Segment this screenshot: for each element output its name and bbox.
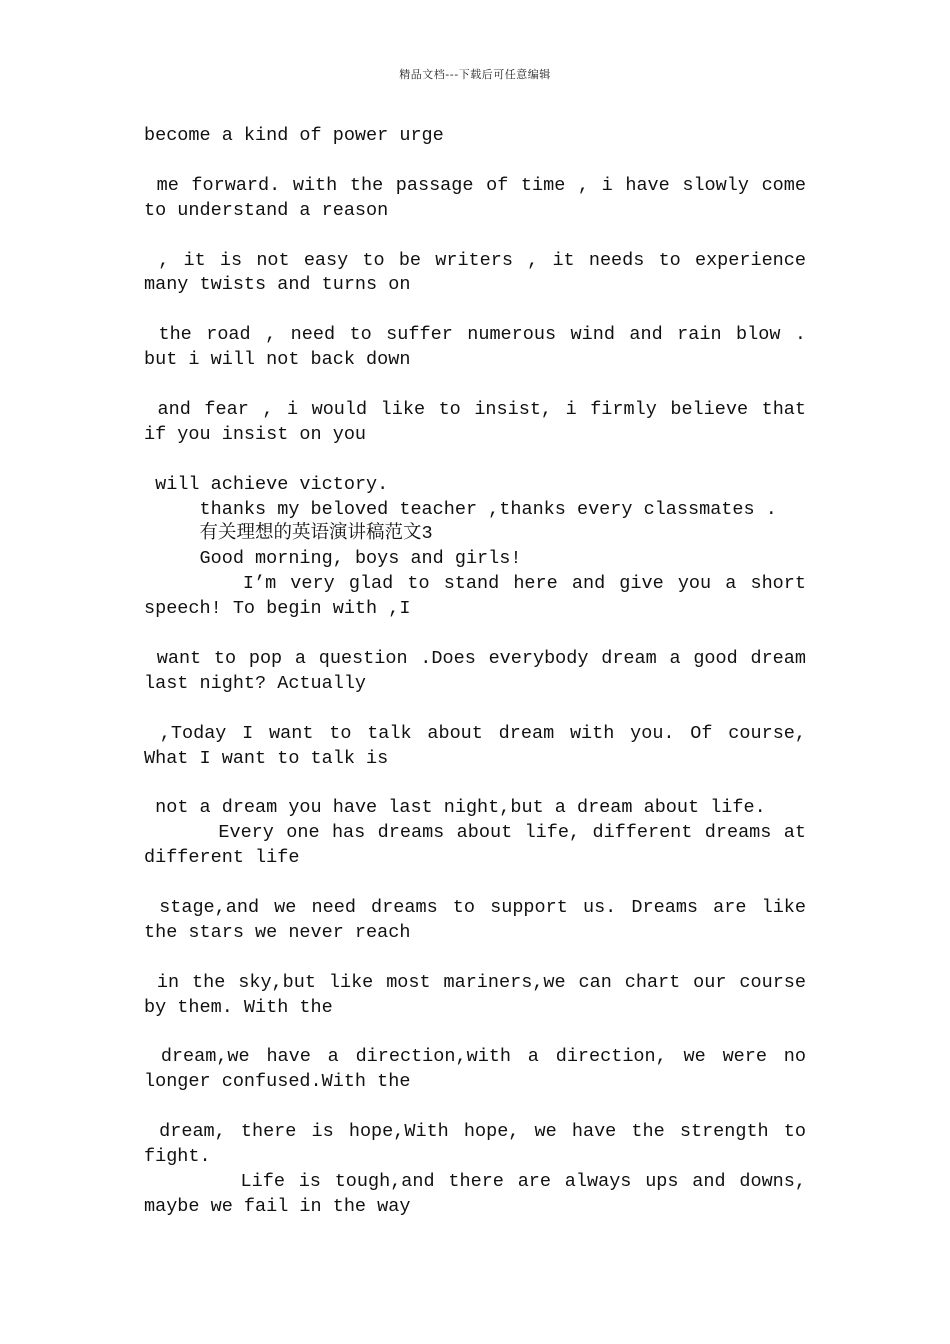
paragraph: in the sky,but like most mariners,we can chart our course by them. With the: [144, 971, 818, 1018]
page-header: 精品文档---下载后可任意编辑: [399, 68, 551, 81]
paragraph: the road , need to suffer numerous wind and rain blow . but i will not back down: [144, 324, 818, 371]
paragraph: want to pop a question .Does everybody dream a good dream last night? Actually: [144, 647, 818, 694]
paragraph: me forward. with the passage of time , i have slowly come to understand a reason: [144, 174, 818, 221]
paragraph: and fear , i would like to insist, i firmly believe that if you insist on you: [144, 398, 818, 445]
paragraph: not a dream you have last night,but a dream about life.: [144, 797, 766, 819]
paragraph: I’m very glad to stand here and give you a short speech! To begin with ,I: [144, 573, 818, 620]
paragraph: thanks my beloved teacher ,thanks every classmates .: [144, 498, 777, 520]
paragraph: stage,and we need dreams to support us. Dreams are like the stars we never reach: [144, 896, 818, 943]
document-body: [144, 124, 818, 1220]
paragraph: Life is tough,and there are always ups and downs, maybe we fail in the way: [144, 1170, 818, 1217]
paragraph: ,Today I want to talk about dream with you. Of course, What I want to talk is: [144, 722, 818, 769]
paragraph: will achieve victory.: [144, 473, 389, 495]
paragraph: become a kind of power urge: [144, 125, 444, 146]
paragraph: , it is not easy to be writers , it needs to experience many twists and turns on: [144, 249, 818, 296]
greeting: Good morning, boys and girls!: [144, 548, 522, 570]
paragraph: dream, there is hope,With hope, we have the strength to fight.: [144, 1121, 818, 1167]
paragraph: Every one has dreams about life, different dreams at different life: [144, 822, 818, 869]
paragraph: dream,we have a direction,with a direction, we were no longer confused.With the: [144, 1046, 818, 1093]
section-heading: 有关理想的英语演讲稿范文3: [144, 523, 433, 545]
